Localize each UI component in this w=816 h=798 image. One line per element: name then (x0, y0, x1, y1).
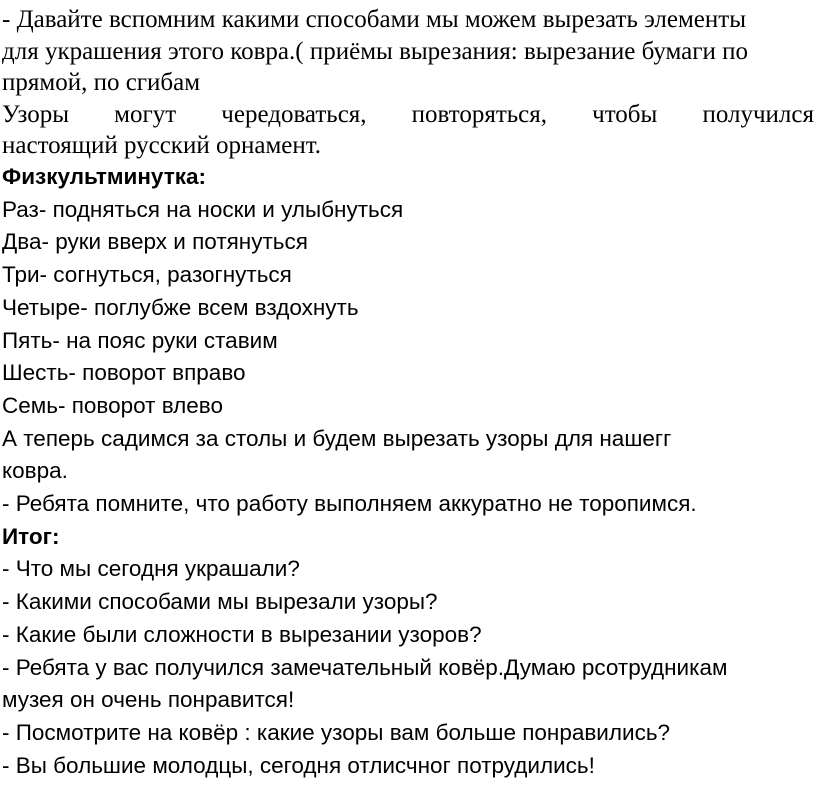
exercise-line: Шесть- поворот вправо (2, 360, 246, 386)
intro-line-3: прямой, по сгибам (2, 69, 201, 96)
main-block (2, 161, 814, 782)
exercise-line: Семь- поворот влево (2, 392, 223, 418)
summary-line: - Что мы сегодня украшали? (2, 556, 300, 582)
summary-line: - Вы большие молодцы, сегодня отлисчног потрудились! (2, 752, 595, 778)
exercise-line: ковра. (2, 458, 68, 484)
summary-line: музея он очень понравится! (2, 687, 295, 713)
exercise-line: Три- согнуться, разогнуться (2, 262, 292, 288)
exercise-line: Раз- подняться на носки и улыбнуться (2, 196, 404, 222)
exercise-line: Четыре- поглубже всем вздохнуть (2, 294, 359, 320)
intro-line-5: настоящий русский орнамент. (2, 132, 322, 159)
summary-line: - Какие были сложности в вырезании узоров? (2, 621, 482, 647)
summary-heading: Итог: (2, 523, 60, 549)
summary-line: - Какими способами мы вырезали узоры? (2, 589, 438, 615)
intro-line-4: Узоры могут чередоваться, повторяться, чтобы получился (2, 100, 814, 128)
exercise-line: Пять- на пояс руки ставим (2, 327, 278, 353)
summary-line: - Ребята у вас получился замечательный ковёр.Думаю рсотрудникам (2, 654, 728, 680)
intro-line-2: для украшения этого ковра.( приёмы вырезания: вырезание бумаги по (2, 37, 749, 65)
summary-line: - Посмотрите на ковёр : какие узоры вам больше понравились? (2, 719, 671, 745)
exercise-line: - Ребята помните, что работу выполняем аккуратно не торопимся. (2, 491, 697, 517)
intro-line-1: - Давайте вспомним какими способами мы можем вырезать элементы (2, 6, 746, 33)
exercise-line: А теперь садимся за столы и будем вырезать узоры для нашегг (2, 425, 672, 451)
intro-block (2, 4, 814, 162)
exercise-heading: Физкультминутка: (2, 164, 207, 189)
exercise-line: Два- руки вверх и потянуться (2, 229, 308, 255)
